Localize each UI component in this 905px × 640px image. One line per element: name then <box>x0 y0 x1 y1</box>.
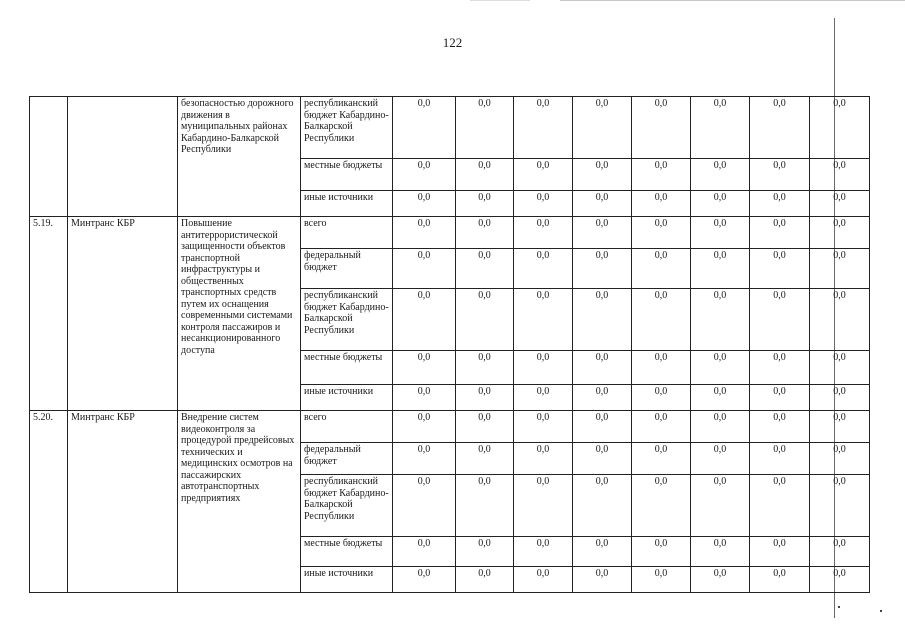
amount-cell: 0,0 <box>393 191 456 217</box>
amount-cell: 0,0 <box>573 385 632 411</box>
funding-source: местные бюджеты <box>301 351 393 385</box>
amount-cell: 0,0 <box>514 567 573 593</box>
amount-cell: 0,0 <box>514 443 573 475</box>
amount-cell: 0,0 <box>810 191 870 217</box>
table-row <box>30 411 870 443</box>
funding-source: всего <box>301 217 393 249</box>
amount-cell: 0,0 <box>750 351 810 385</box>
executor-cell: Минтранс КБР <box>68 217 178 411</box>
amount-cell: 0,0 <box>750 249 810 289</box>
amount-cell: 0,0 <box>750 385 810 411</box>
executor-cell <box>68 97 178 217</box>
amount-cell: 0,0 <box>573 97 632 159</box>
amount-cell: 0,0 <box>691 97 750 159</box>
amount-cell: 0,0 <box>632 289 691 351</box>
amount-cell: 0,0 <box>632 159 691 191</box>
amount-cell: 0,0 <box>810 537 870 567</box>
amount-cell: 0,0 <box>750 537 810 567</box>
amount-cell: 0,0 <box>750 443 810 475</box>
amount-cell: 0,0 <box>750 191 810 217</box>
amount-cell: 0,0 <box>514 411 573 443</box>
amount-cell: 0,0 <box>573 537 632 567</box>
amount-cell: 0,0 <box>691 385 750 411</box>
amount-cell: 0,0 <box>632 351 691 385</box>
amount-cell: 0,0 <box>456 97 514 159</box>
amount-cell: 0,0 <box>750 567 810 593</box>
amount-cell: 0,0 <box>573 475 632 537</box>
row-number <box>30 97 68 217</box>
table-row <box>30 217 870 249</box>
amount-cell: 0,0 <box>750 159 810 191</box>
funding-source: местные бюджеты <box>301 159 393 191</box>
executor-cell: Минтранс КБР <box>68 411 178 593</box>
row-number: 5.20. <box>30 411 68 593</box>
amount-cell: 0,0 <box>810 97 870 159</box>
funding-source: местные бюджеты <box>301 537 393 567</box>
amount-cell: 0,0 <box>691 217 750 249</box>
amount-cell: 0,0 <box>514 351 573 385</box>
table-row <box>30 97 870 159</box>
amount-cell: 0,0 <box>393 249 456 289</box>
amount-cell: 0,0 <box>573 411 632 443</box>
funding-source: республиканский бюджет Кабардино-Балкарской Республики <box>301 97 393 159</box>
budget-table <box>29 96 870 593</box>
amount-cell: 0,0 <box>573 217 632 249</box>
amount-cell: 0,0 <box>456 159 514 191</box>
amount-cell: 0,0 <box>456 289 514 351</box>
amount-cell: 0,0 <box>573 159 632 191</box>
funding-source: иные источники <box>301 191 393 217</box>
amount-cell: 0,0 <box>810 289 870 351</box>
funding-source: иные источники <box>301 567 393 593</box>
amount-cell: 0,0 <box>810 475 870 537</box>
amount-cell: 0,0 <box>632 191 691 217</box>
amount-cell: 0,0 <box>632 217 691 249</box>
amount-cell: 0,0 <box>393 217 456 249</box>
amount-cell: 0,0 <box>632 249 691 289</box>
amount-cell: 0,0 <box>514 97 573 159</box>
amount-cell: 0,0 <box>393 537 456 567</box>
scan-speck <box>838 606 840 608</box>
amount-cell: 0,0 <box>691 191 750 217</box>
amount-cell: 0,0 <box>632 97 691 159</box>
amount-cell: 0,0 <box>514 289 573 351</box>
amount-cell: 0,0 <box>750 97 810 159</box>
amount-cell: 0,0 <box>691 443 750 475</box>
amount-cell: 0,0 <box>456 567 514 593</box>
amount-cell: 0,0 <box>750 475 810 537</box>
scan-speck <box>880 610 882 612</box>
amount-cell: 0,0 <box>393 351 456 385</box>
page-number: 122 <box>442 35 463 50</box>
amount-cell: 0,0 <box>573 351 632 385</box>
amount-cell: 0,0 <box>456 385 514 411</box>
scan-top-rule <box>560 0 905 1</box>
amount-cell: 0,0 <box>573 567 632 593</box>
amount-cell: 0,0 <box>514 191 573 217</box>
amount-cell: 0,0 <box>573 289 632 351</box>
amount-cell: 0,0 <box>632 567 691 593</box>
funding-source: республиканский бюджет Кабардино-Балкарской Республики <box>301 289 393 351</box>
amount-cell: 0,0 <box>632 443 691 475</box>
amount-cell: 0,0 <box>456 191 514 217</box>
measure-description: Внедрение систем видеоконтроля за процедурой предрейсовых технических и медицинских осмотров на пассажирских автотранспортных предприятиях <box>178 411 301 593</box>
amount-cell: 0,0 <box>393 567 456 593</box>
amount-cell: 0,0 <box>456 249 514 289</box>
amount-cell: 0,0 <box>810 443 870 475</box>
amount-cell: 0,0 <box>456 475 514 537</box>
amount-cell: 0,0 <box>750 217 810 249</box>
amount-cell: 0,0 <box>456 351 514 385</box>
amount-cell: 0,0 <box>393 289 456 351</box>
amount-cell: 0,0 <box>750 411 810 443</box>
amount-cell: 0,0 <box>514 249 573 289</box>
amount-cell: 0,0 <box>810 567 870 593</box>
funding-source: иные источники <box>301 385 393 411</box>
amount-cell: 0,0 <box>514 159 573 191</box>
funding-source: федеральный бюджет <box>301 249 393 289</box>
amount-cell: 0,0 <box>691 567 750 593</box>
measure-description: безопасностью дорожного движения в муниципальных районах Кабардино-Балкарской Республики <box>178 97 301 217</box>
amount-cell: 0,0 <box>810 159 870 191</box>
amount-cell: 0,0 <box>810 217 870 249</box>
amount-cell: 0,0 <box>393 159 456 191</box>
amount-cell: 0,0 <box>691 475 750 537</box>
amount-cell: 0,0 <box>393 443 456 475</box>
amount-cell: 0,0 <box>514 475 573 537</box>
amount-cell: 0,0 <box>393 411 456 443</box>
amount-cell: 0,0 <box>632 475 691 537</box>
amount-cell: 0,0 <box>810 411 870 443</box>
amount-cell: 0,0 <box>456 443 514 475</box>
amount-cell: 0,0 <box>750 289 810 351</box>
amount-cell: 0,0 <box>573 191 632 217</box>
amount-cell: 0,0 <box>514 537 573 567</box>
amount-cell: 0,0 <box>632 411 691 443</box>
amount-cell: 0,0 <box>456 217 514 249</box>
amount-cell: 0,0 <box>393 385 456 411</box>
amount-cell: 0,0 <box>456 537 514 567</box>
funding-source: республиканский бюджет Кабардино-Балкарской Республики <box>301 475 393 537</box>
funding-source: всего <box>301 411 393 443</box>
amount-cell: 0,0 <box>514 217 573 249</box>
amount-cell: 0,0 <box>632 537 691 567</box>
amount-cell: 0,0 <box>456 411 514 443</box>
amount-cell: 0,0 <box>632 385 691 411</box>
amount-cell: 0,0 <box>691 289 750 351</box>
amount-cell: 0,0 <box>810 385 870 411</box>
amount-cell: 0,0 <box>691 411 750 443</box>
amount-cell: 0,0 <box>691 249 750 289</box>
scan-top-rule <box>470 0 530 1</box>
measure-description: Повышение антитеррористической защищенности объектов транспортной инфраструктуры и общественных транспортных средств путем их оснащения современными системами контроля пассажиров и несанкционированного доступа <box>178 217 301 411</box>
amount-cell: 0,0 <box>514 385 573 411</box>
amount-cell: 0,0 <box>691 537 750 567</box>
amount-cell: 0,0 <box>691 351 750 385</box>
amount-cell: 0,0 <box>573 249 632 289</box>
funding-source: федеральный бюджет <box>301 443 393 475</box>
amount-cell: 0,0 <box>573 443 632 475</box>
amount-cell: 0,0 <box>691 159 750 191</box>
row-number: 5.19. <box>30 217 68 411</box>
amount-cell: 0,0 <box>393 97 456 159</box>
amount-cell: 0,0 <box>810 249 870 289</box>
amount-cell: 0,0 <box>393 475 456 537</box>
amount-cell: 0,0 <box>810 351 870 385</box>
